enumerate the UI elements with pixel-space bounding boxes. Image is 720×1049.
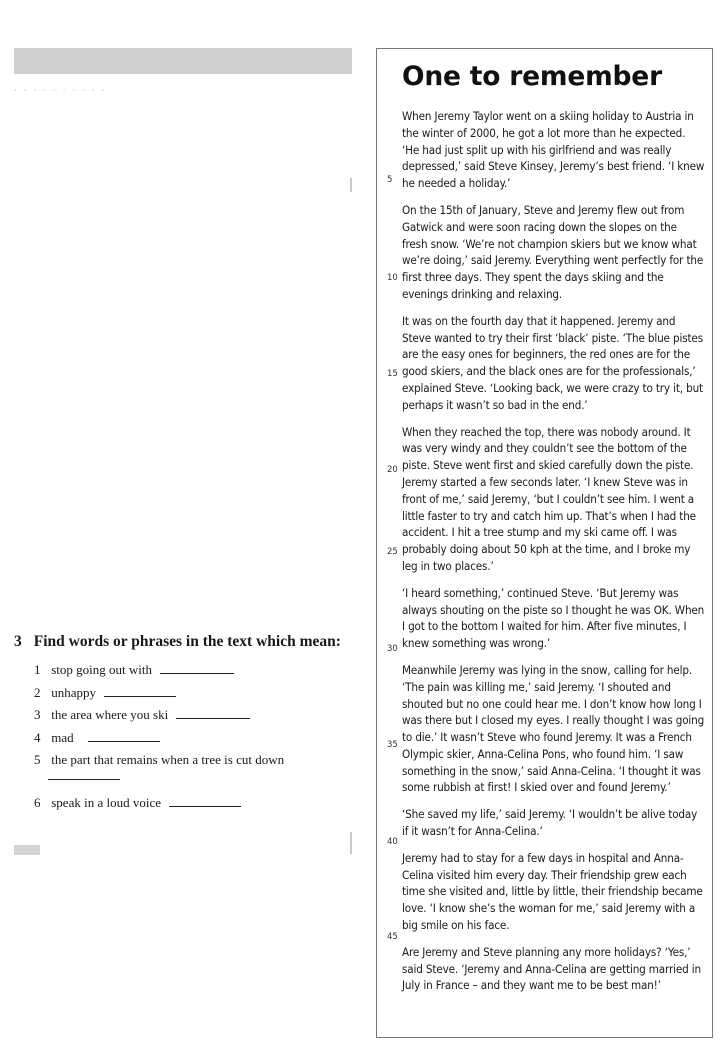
answer-blank[interactable] — [104, 684, 176, 697]
answer-blank[interactable] — [160, 661, 234, 674]
article-body — [402, 108, 705, 1004]
line-number: 10 — [387, 273, 398, 283]
article-paragraph: It was on the fourth day that it happened. Jeremy and Steve wanted to try their first ‘black’ piste. ‘The blue pistes are the easy ones for beginners, the red ones are for the good skiers, and the black ones are for the professionals,’ explained Steve. ‘Looking back, we were crazy to try it, but perhaps it wasn’t so bad in the end.’ — [402, 313, 703, 412]
article-paragraph: When Jeremy Taylor went on a skiing holiday to Austria in the winter of 2000, he got a lot more than he expected. ‘He had just split up with his girlfriend and was really depressed,’ said Steve Kinsey, Jeremy’s best friend. ‘I knew he needed a holiday.’ — [402, 109, 705, 191]
article-paragraph: On the 15th of January, Steve and Jeremy flew out from Gatwick and were soon racing down the slopes on the fresh snow. ‘We’re not champion skiers but we know what we’re doing,’ said Jeremy. Everything went perfectly for the first three days. They spent the days skiing and the evenings drinking and relaxing. — [402, 202, 704, 301]
exercise-item: 6 speak in a loud voice — [34, 794, 364, 817]
article-paragraph: Jeremy had to stay for a few days in hospital and Anna-Celina visited him every day. Their friendship grew each time she visited and, little by little, their friendship became love. ‘I know she’s the woman for me,’ said Jeremy with a big smile on his face. — [402, 850, 703, 933]
line-number: 20 — [387, 465, 398, 475]
article-paragraph: When they reached the top, there was nobody around. It was very windy and they couldn’t see the bottom of the piste. Steve went first and skied carefully down the piste. Jeremy started a few seconds later. ‘I knew Steve was in front of me,’ said Jeremy, ‘but I couldn’t see him. I went a little faster to try and catch him up. That’s when I had the accident. I hit a tree stump and my ski came off. I was probably doing about 50 kph at the time, and I broke my leg in two places.’ — [402, 424, 696, 573]
article-paragraph: Are Jeremy and Steve planning any more holidays? ‘Yes,’ said Steve. ‘Jeremy and Anna-Celina are getting married in July in France – and they want me to be best man!’ — [402, 944, 701, 993]
article-paragraph: ‘She saved my life,’ said Jeremy. ‘I wouldn’t be alive today if it wasn’t for Anna-Celina.’ — [402, 807, 698, 839]
exercise-instruction: 3 Find words or phrases in the text which mean: — [14, 633, 341, 650]
faded-heading-bar — [14, 845, 40, 855]
faded-text-line: · · · · · · · · · · — [14, 86, 107, 96]
article-title: One to remember — [402, 61, 662, 92]
faded-rule — [350, 178, 352, 192]
answer-blank[interactable] — [88, 729, 160, 742]
exercise-3 — [14, 633, 364, 816]
reading-article — [376, 48, 713, 1038]
exercise-item: 2 unhappy — [34, 684, 364, 707]
line-number: 15 — [387, 369, 398, 379]
exercise-item: 5 the part that remains when a tree is cut down — [34, 752, 285, 767]
exercise-item: 3 the area where you ski — [34, 706, 364, 729]
article-paragraph: Meanwhile Jeremy was lying in the snow, calling for help. ‘The pain was killing me,’ said Jeremy. ‘I shouted and shouted but no one could hear me. I don’t know how long I was there but I closed my eyes. I really thought I was going to die.’ It wasn’t Steve who found Jeremy. It was a French Olympic skier, Anna-Celina Pons, who found him. ‘I saw something in the snow,’ said Anna-Celina. ‘I thought it was some rubbish at first! I skied over and found Jeremy.’ — [402, 662, 705, 795]
line-number: 5 — [387, 175, 393, 185]
line-number: 45 — [387, 932, 398, 942]
line-number: 30 — [387, 644, 398, 654]
exercise-item: 1 stop going out with — [34, 661, 364, 684]
answer-blank[interactable] — [169, 794, 241, 807]
line-number: 35 — [387, 740, 398, 750]
faded-rule — [350, 832, 352, 854]
answer-blank[interactable] — [48, 769, 120, 780]
line-number: 40 — [387, 837, 398, 847]
exercise-item: 4 mad — [34, 729, 364, 752]
line-number: 25 — [387, 547, 398, 557]
faded-heading-bar — [14, 48, 352, 74]
article-paragraph: ‘I heard something,’ continued Steve. ‘But Jeremy was always shouting on the piste so I thought he was OK. When I got to the bottom I waited for him. After five minutes, I knew something was wrong.’ — [402, 585, 705, 651]
answer-blank[interactable] — [176, 706, 250, 719]
exercise-number: 3 — [14, 633, 22, 650]
